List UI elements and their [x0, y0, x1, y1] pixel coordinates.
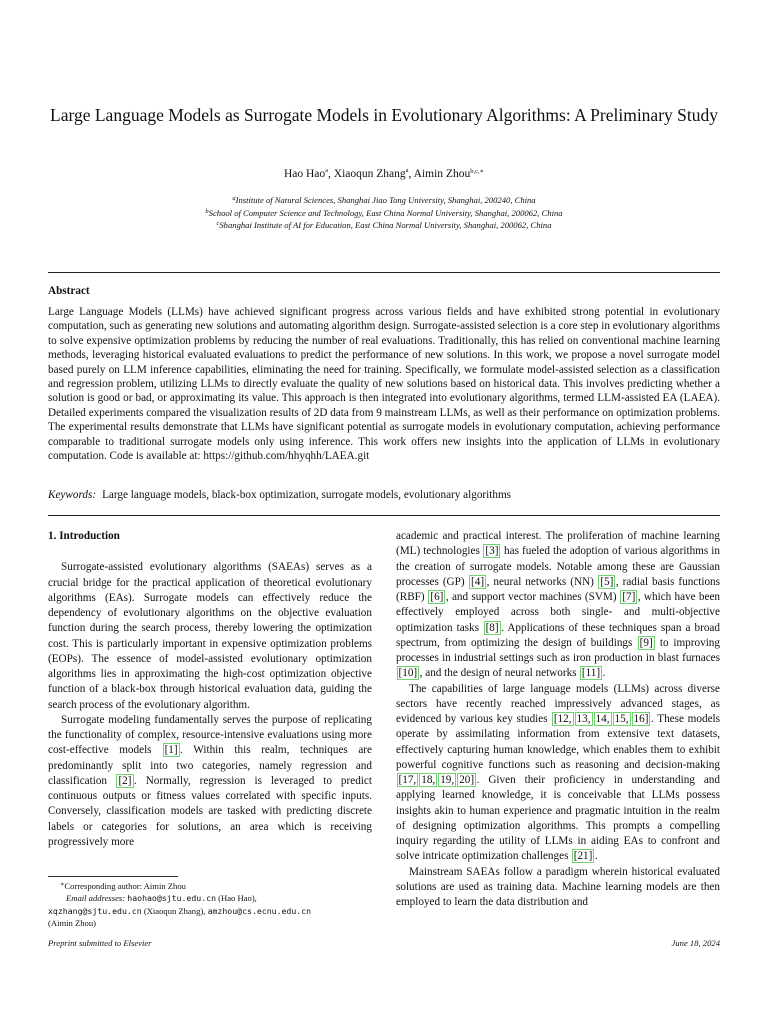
citation-link[interactable]: [2]	[118, 774, 132, 787]
citation-link[interactable]: [17,	[398, 774, 417, 786]
paragraph: The capabilities of large language models (LLMs) across diverse sectors have recently reached impressively advanced stages, as evidenced by various key studies [12, 13, 14, 15, 16] . These models operate by assimilating information from extensive text datasets, effectively capturing human knowledge, which enables them to exhibit powerful cognitive functions such as reasoning and decision-making [17, 18, 19, 20] . Given their proficiency in understanding and applying learned knowledge, it is conceivable that LLMs possess insights akin to human experience and pragmatic intuition in the realm of designing optimization algorithms. This prompts a compelling inquiry regarding the utility of LLMs in aiding EAs to confront and solve intricate optimization challenges [21] .	[396, 682, 720, 863]
citation-link[interactable]: [5]	[600, 575, 614, 588]
author-name: Hao Hao	[283, 168, 326, 180]
author-name: Xiaoqun Zhang	[333, 168, 406, 180]
citation-link[interactable]: [1]	[164, 744, 178, 757]
footer-left: Preprint submitted to Elsevier	[48, 938, 152, 948]
citation-link[interactable]: [21]	[573, 850, 593, 863]
divider	[48, 272, 720, 273]
citation-link[interactable]: 13,	[576, 713, 591, 725]
citation-link[interactable]: 18,	[421, 774, 436, 786]
affiliation: $^a$Institute of Natural Sciences, Shanghai Jiao Tong University, Shanghai, 200240, China	[232, 195, 536, 205]
keywords-text: Large language models, black-box optimization, surrogate models, evolutionary algorithms	[102, 489, 512, 501]
left-column	[48, 529, 372, 850]
paragraph: Surrogate modeling fundamentally serves the purpose of replicating the functionality of complex, resource-intensive evaluations using more cost-effective models [1] . Within this realm, techniques are predominantly split into two categories, namely regression and classification [2] . Normally, regression is leveraged to predict continuous outputs or fitness values correlated with specific inputs. Conversely, classification models are tasked with predicting discrete labels or categories for solutions, an area which is receiving progressively more	[48, 713, 372, 848]
affiliation-list	[40, 194, 728, 232]
citation-link[interactable]: 16]	[633, 713, 649, 725]
footer-date: June 18, 2024	[671, 938, 720, 948]
paragraph: academic and practical interest. The proliferation of machine learning (ML) technologies [3] has fueled the adoption of various algorithms in the creation of surrogate models. Notable among these are Gaussian processes (GP) [4] , neural networks (NN) [5] , radial basis functions (RBF) [6] , and support vector machines (SVM) [7] , which have been effectively employed across both single- and multi-objective optimization tasks [8] . Applications of these techniques span a broad spectrum, from optimizing the design of buildings [9] to improving processes in industrial settings such as iron production in blast furnaces [10] , and the design of neural networks [11] .	[396, 530, 721, 680]
footnote: ∗Corresponding author: Aimin Zhou Email addresses: haohao@sjtu.edu.cn (Hao Hao), xqzhang@sjtu.edu.cn (Xiaoqun Zhang), amzhou@cs.ecnu.edu.cn (Aimin Zhou)	[48, 881, 312, 928]
keywords-label: Keywords:	[48, 489, 97, 501]
citation-link[interactable]: 19,	[440, 774, 455, 786]
divider	[48, 515, 720, 516]
right-column	[396, 529, 720, 910]
citation-link[interactable]: [8]	[485, 621, 499, 634]
abstract-heading: Abstract	[48, 285, 90, 297]
citation-link[interactable]: [10]	[398, 667, 418, 680]
paragraph: Mainstream SAEAs follow a paradigm wherein historical evaluated solutions are used as training data. Machine learning models are then employed to learn the data distribution and	[396, 865, 720, 908]
citation-link[interactable]: 14,	[595, 713, 610, 725]
footnote-rule	[48, 876, 178, 877]
author-name: Aimin Zhou	[413, 168, 471, 180]
abstract-text: Large Language Models (LLMs) have achieved significant progress across various fields and have exhibited strong potential in evolutionary computation, such as generating new solutions and automating algorithm design. Surrogate-assisted selection is a core step in evolutionary algorithms to solve expensive optimization problems by reducing the number of real evaluations. Traditionally, this has relied on conventional machine learning methods, leveraging historical evaluated evaluations to predict the performance of new solutions. In this work, we propose a novel surrogate model based purely on LLM inference capabilities, eliminating the need for training. Specifically, we formulate model-assisted selection as a classification and regression problem, utilizing LLMs to directly evaluate the quality of new solutions based on historical data. This involves predicting whether a solution is good or bad, or approximating its value. This approach is then integrated into evolutionary algorithms, termed LLM-assisted EA (LAEA). Detailed experiments compared the visualization results of 2D data from 9 mainstream LLMs, as well as their performance on optimization problems. The experimental results demonstrate that LLMs have significant potential as surrogate models in evolutionary computation, achieving performance comparable to traditional surrogate models only using inference. This work offers new insights into the application of LLMs in evolutionary computation. Code is available at: https://github.com/hhyqhh/LAEA.git	[48, 306, 720, 463]
citation-link[interactable]: [12,	[553, 713, 572, 725]
citation-link[interactable]: [6]	[430, 591, 444, 603]
citation-link[interactable]: 15,	[614, 713, 629, 725]
citation-link[interactable]: 20]	[459, 774, 475, 786]
author-list: Hao Hao$^a$, Xiaoqun Zhang$^a$, Aimin Zhou$^{b,c,∗}$	[283, 167, 485, 180]
section-heading: 1. Introduction	[48, 530, 120, 542]
citation-link[interactable]: [3]	[485, 545, 499, 558]
keywords	[48, 489, 720, 501]
email-link[interactable]: amzhou@cs.ecnu.edu.cn	[207, 905, 312, 916]
email-link[interactable]: haohao@sjtu.edu.cn	[127, 893, 217, 904]
email-link[interactable]: xqzhang@sjtu.edu.cn	[48, 905, 142, 916]
paper-title: Large Language Models as Surrogate Models in Evolutionary Algorithms: A Preliminary Study	[50, 105, 718, 125]
citation-link[interactable]: [7]	[622, 591, 636, 603]
affiliation: $^b$School of Computer Science and Technology, East China Normal University, Shanghai, 200062, China	[205, 207, 563, 218]
affiliation: $^c$Shanghai Institute of AI for Education, East China Normal University, Shanghai, 200062, China	[216, 220, 552, 230]
paragraph: Surrogate-assisted evolutionary algorithms (SAEAs) serves as a crucial bridge for the practical application of theoretical evolutionary algorithms (EAs). Surrogate models can effectively reduce the dependency of evolutionary algorithms on the objective evaluation function during the search process, thereby lowering the optimization cost. This is particularly important in expensive optimization problems (EOPs). The essence of model-assisted evolutionary optimization algorithms lies in approximating the high-cost optimization objective function of a black-box through historical evaluation data, guiding the search process of the evolutionary algorithm.	[48, 561, 372, 711]
citation-link[interactable]: [9]	[639, 636, 653, 649]
citation-link[interactable]: [11]	[581, 667, 601, 680]
citation-link[interactable]: [4]	[471, 575, 485, 588]
